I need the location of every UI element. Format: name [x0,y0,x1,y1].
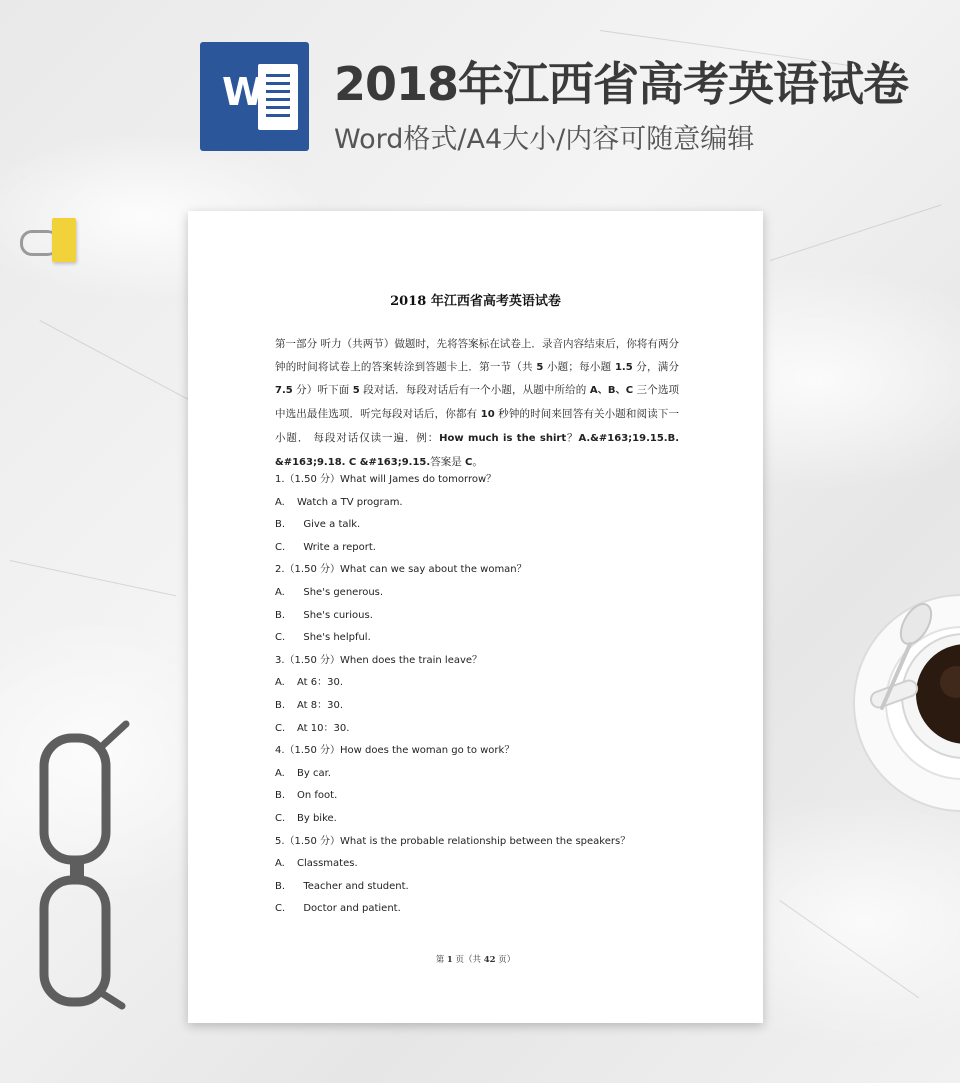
instructions-paragraph [275,333,679,474]
answer-option [275,718,695,741]
option-letter: C. [275,812,286,824]
footer-text: 页（共 [452,955,484,965]
answer-option [275,492,695,515]
answer-option [275,627,695,650]
option-text: On foot. [297,790,338,802]
binder-clip-icon [18,218,78,266]
option-letter: C. [275,541,286,553]
intro-text: 秒钟的时间来回答有关小题和阅读下一小题． 每段对话仅读一遍．例： [275,408,680,444]
option-letter: A. [275,677,285,689]
option-letter: B. [275,880,286,892]
answer-option [275,785,695,808]
question-stem: 2.（1.50 分）What can we say about the woman？ [275,564,527,576]
question-stem: 4.（1.50 分）How does the woman go to work？ [275,745,515,757]
intro-bold: 10 [480,409,495,421]
marble-vein [779,900,919,998]
option-text: At 8：30. [297,699,344,711]
answer-option [275,672,695,695]
option-letter: C. [275,632,286,644]
intro-bold: 5 [536,361,544,373]
word-page-shape [258,64,298,130]
option-text: Teacher and student. [297,880,409,892]
option-letter: B. [275,790,286,802]
page-footer [188,953,763,965]
intro-bold: C [465,456,473,468]
option-text: Watch a TV program. [297,496,403,508]
word-logo-icon [200,42,309,151]
answer-option [275,763,695,786]
footer-text: 页） [495,955,516,965]
option-letter: C. [275,722,286,734]
intro-bold: How much is the shirt [439,432,567,444]
answer-option [275,808,695,831]
option-text: She's generous. [297,586,384,598]
intro-text: 分）听下面 [292,384,353,397]
intro-text: 分，满分 [632,360,679,373]
page-title: 2018年江西省高考英语试卷 [334,57,909,111]
option-text: Give a talk. [297,519,361,531]
answer-option [275,853,695,876]
intro-text: 小题；每小题 [543,360,615,373]
option-letter: B. [275,609,286,621]
question-list [275,469,695,921]
option-text: By car. [297,767,331,779]
marble-vein [10,560,176,596]
answer-option [275,582,695,605]
answer-option [275,514,695,537]
option-letter: A. [275,767,285,779]
intro-text: 段对话．每段对话后有一个小题，从题中所给的 [359,384,590,397]
option-text: By bike. [297,812,337,824]
intro-text: 三个选项中选出最佳选项．听完每段对话后，你都有 [275,384,679,421]
option-text: She's helpful. [297,632,371,644]
answer-option [275,898,695,921]
intro-bold: 1.5 [614,361,633,373]
question-stem: 3.（1.50 分）When does the train leave？ [275,654,483,666]
intro-text: 。 [472,455,483,468]
option-letter: B. [275,519,286,531]
option-letter: B. [275,699,286,711]
option-letter: A. [275,496,285,508]
intro-bold: A、B、C [589,385,634,397]
glasses-icon [30,720,130,1010]
marble-vein [770,204,941,261]
answer-option [275,605,695,628]
clip-body [52,218,76,262]
intro-text: 第一部分 听力（共两节）做题时，先将答案标在试卷上．录音内容结束后，你将有两分钟的时间将试卷上的答案转涂到答题卡上．第一节（共 [275,338,679,373]
intro-bold: 7.5 [275,385,293,397]
question-stem: 5.（1.50 分）What is the probable relationship between the speakers？ [275,835,631,847]
footer-text: 第 [435,955,447,965]
page-number: 1 [446,955,453,965]
page-subtitle: Word格式/A4大小/内容可随意编辑 [334,124,755,155]
document-title: 2018 年江西省高考英语试卷 [390,294,561,309]
intro-text: 答案是 [430,455,466,468]
intro-bold: 5 [352,385,360,397]
intro-text: ？ [566,431,579,444]
option-letter: A. [275,858,285,870]
option-text: She's curious. [297,609,373,621]
option-text: Classmates. [297,858,358,870]
total-pages: 42 [483,955,496,965]
answer-option [275,876,695,899]
answer-option [275,537,695,560]
option-text: Write a report. [297,541,376,553]
option-text: At 6：30. [297,677,344,689]
coffee-cup-icon [852,588,960,818]
question-stem: 1.（1.50 分）What will James do tomorrow？ [275,474,497,485]
option-text: Doctor and patient. [297,903,401,915]
intro-bold: A.&#163;19.15.B. &#163;9.18. C &#163;9.15. [275,432,679,468]
option-text: At 10：30. [297,722,350,734]
option-letter: A. [275,586,285,598]
option-letter: C. [275,903,286,915]
answer-option [275,695,695,718]
document-page [188,211,763,1023]
word-logo-letter: W [222,70,264,114]
